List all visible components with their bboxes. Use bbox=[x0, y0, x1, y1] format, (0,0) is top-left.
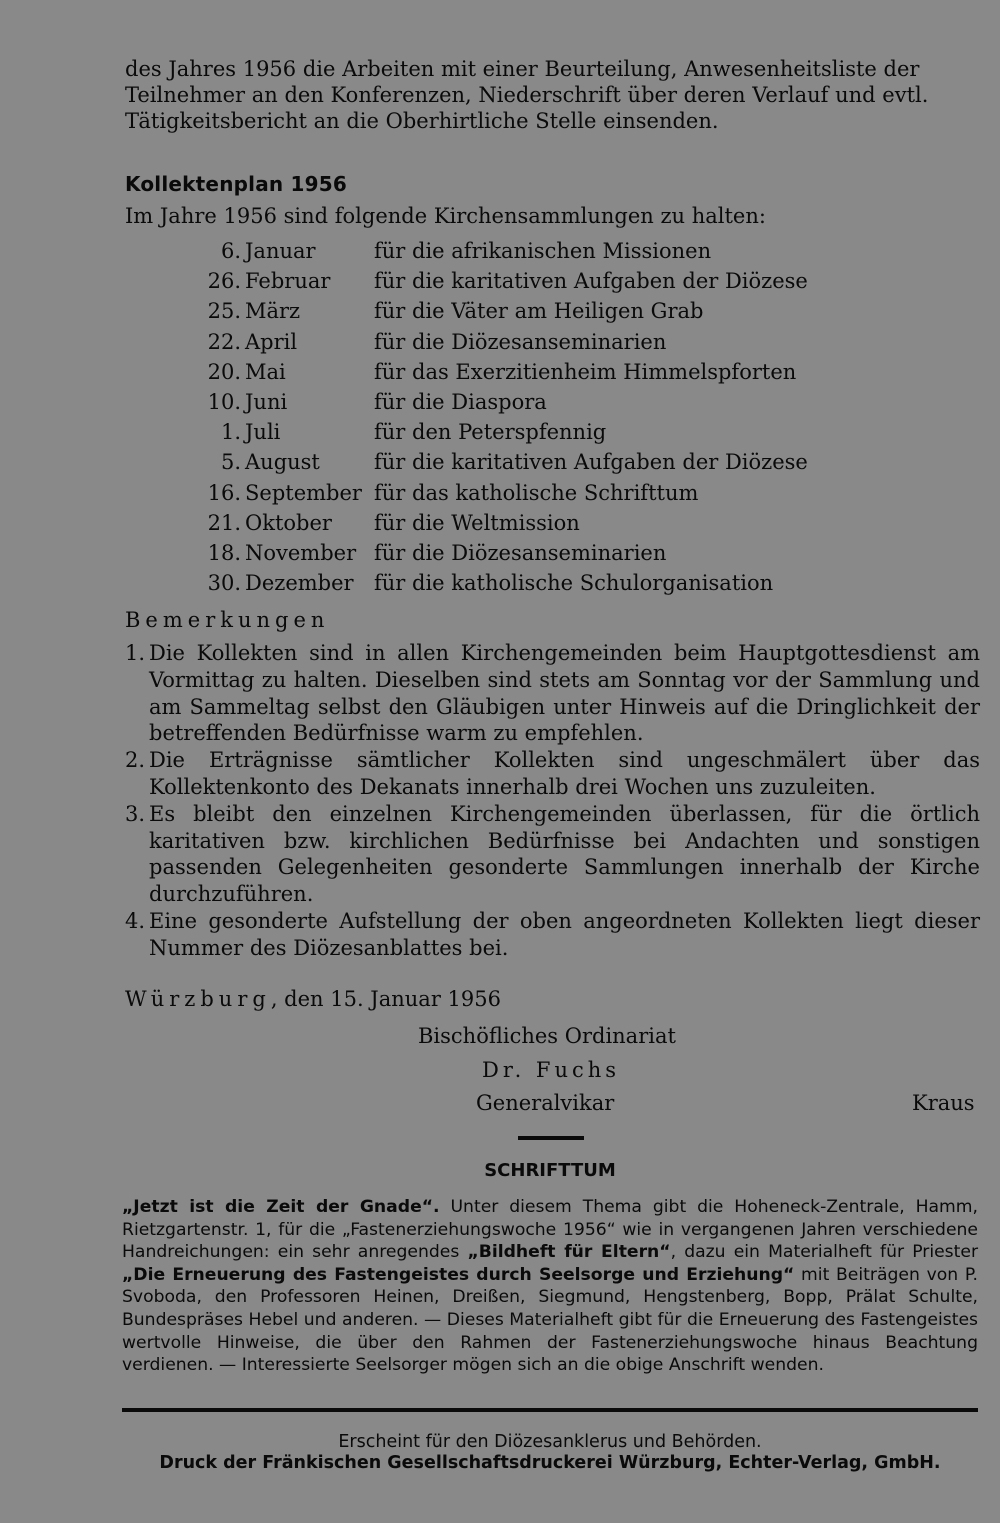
month: Januar bbox=[245, 239, 316, 264]
remark-number: 1. bbox=[125, 641, 146, 665]
place-date-line bbox=[125, 987, 980, 1011]
remark-number: 4. bbox=[125, 908, 146, 933]
remark-item bbox=[125, 801, 980, 908]
imprint-line: Druck der Fränkischen Gesellschaftsdruckerei Würzburg, Echter-Verlag, GmbH. bbox=[159, 1453, 941, 1473]
remark-item bbox=[125, 908, 980, 962]
purpose: für die karitativen Aufgaben der Diözese bbox=[374, 450, 808, 475]
month: November bbox=[245, 540, 357, 565]
publication-title: „Die Erneuerung des Fastengeistes durch Seelsorge und Erziehung“ bbox=[122, 1264, 795, 1285]
schedule-row bbox=[125, 568, 885, 598]
publication-title: „Jetzt ist die Zeit der Gnade“. bbox=[122, 1197, 440, 1217]
purpose: für die Diözesanseminarien bbox=[374, 540, 667, 565]
publication-title: „Bildheft für Eltern“ bbox=[467, 1242, 671, 1263]
schedule-row bbox=[125, 447, 885, 477]
office-name: Bischöfliches Ordinariat bbox=[418, 1024, 676, 1048]
remark-number: 2. bbox=[125, 748, 146, 773]
cosigner-name: Kraus bbox=[912, 1091, 975, 1115]
day: 10. bbox=[207, 390, 241, 415]
purpose: für die Väter am Heiligen Grab bbox=[374, 299, 704, 324]
month: Dezember bbox=[245, 571, 354, 596]
purpose: für die Diaspora bbox=[374, 390, 547, 415]
schedule-row bbox=[125, 236, 885, 266]
day: 20. bbox=[207, 359, 241, 384]
day: 16. bbox=[207, 480, 241, 505]
kollektenplan-heading: Kollektenplan 1956 bbox=[125, 172, 347, 196]
month: Februar bbox=[245, 269, 331, 294]
imprint bbox=[122, 1432, 978, 1474]
schrifttum-paragraph bbox=[122, 1196, 978, 1377]
purpose: für den Peterspfennig bbox=[374, 420, 607, 445]
schrifttum-text: Unter diesem Thema gibt die Hoheneck-Zentrale, Hamm, Rietzgartenstr. 1, für die „Fastenerziehungswoche 1956“ wie in vergangenen Jahren verschiedene Handreichungen: ein sehr anregendes bbox=[122, 1197, 978, 1263]
purpose: für die Diözesanseminarien bbox=[374, 329, 667, 354]
month: Juni bbox=[245, 390, 288, 415]
schedule-row bbox=[125, 327, 885, 357]
schedule-row bbox=[125, 266, 885, 296]
imprint-line: Erscheint für den Diözesanklerus und Behörden. bbox=[338, 1432, 762, 1452]
schedule-row bbox=[125, 508, 885, 538]
place-name: Würzburg bbox=[125, 987, 271, 1011]
schrifttum-text: mit Beiträgen von P. Svoboda, den Professoren Heinen, Dreißen, Siegmund, Hengstenberg, Bopp, Prälat Schulte, Bundespräses Hebel und anderen. — Dieses Materialheft gibt für die Erneuerung des Fastengeistes wertvolle Hinweise, die über den Rahmen der Fastenerziehungswoche hinaus Beachtung verdienen. — Interessierte Seelsorger mögen sich an die obige Anschrift wenden. bbox=[122, 1264, 979, 1376]
schedule-row bbox=[125, 296, 885, 326]
remark-text: Die Kollekten sind in allen Kirchengemeinden beim Hauptgottesdienst am Vormittag zu halten. Dieselben sind stets am Sonntag vor der Sammlung und am Sammeltag selbst den Gläubigen unter Hinweis auf die Dringlichkeit der betreffenden Bedürfnisse warm zu empfehlen. bbox=[149, 641, 980, 746]
day: 26. bbox=[207, 269, 241, 294]
purpose: für das katholische Schrifttum bbox=[374, 480, 699, 505]
day: 22. bbox=[207, 329, 241, 354]
day: 18. bbox=[207, 540, 241, 565]
schedule-row bbox=[125, 357, 885, 387]
section-divider bbox=[518, 1136, 584, 1140]
day: 1. bbox=[220, 420, 241, 445]
day: 21. bbox=[207, 510, 241, 535]
signatory-name: Dr. Fuchs bbox=[482, 1058, 621, 1082]
kollektenplan-lead: Im Jahre 1956 sind folgende Kirchensammlungen zu halten: bbox=[125, 204, 766, 228]
month: August bbox=[245, 450, 320, 475]
remarks-heading: Bemerkungen bbox=[125, 608, 330, 632]
day: 30. bbox=[207, 571, 241, 596]
issue-date: , den 15. Januar 1956 bbox=[270, 987, 501, 1011]
schedule-row bbox=[125, 478, 885, 508]
purpose: für die katholische Schulorganisation bbox=[374, 571, 774, 596]
day: 25. bbox=[207, 299, 241, 324]
purpose: für die afrikanischen Missionen bbox=[374, 239, 712, 264]
remark-number: 3. bbox=[125, 801, 146, 826]
month: September bbox=[245, 480, 362, 505]
remark-text: Eine gesonderte Aufstellung der oben angeordneten Kollekten liegt dieser Nummer des Diözesanblattes bei. bbox=[149, 908, 980, 960]
month: Mai bbox=[245, 359, 286, 384]
month: März bbox=[245, 299, 301, 324]
purpose: für die Weltmission bbox=[374, 510, 580, 535]
month: Juli bbox=[245, 420, 281, 445]
schedule-row bbox=[125, 538, 885, 568]
month: April bbox=[245, 329, 298, 354]
day: 6. bbox=[220, 239, 241, 264]
remark-text: Es bleibt den einzelnen Kirchengemeinden überlassen, für die örtlich karitativen bzw. kirchlichen Bedürfnisse bei Andachten und sonstigen passenden Gelegenheiten gesonderte Sammlungen innerhalb der Kirche durchzuführen. bbox=[149, 801, 980, 907]
remark-item bbox=[125, 640, 980, 747]
intro-paragraph bbox=[125, 56, 980, 134]
purpose: für das Exerzitienheim Himmelspforten bbox=[374, 359, 797, 384]
remarks-list bbox=[125, 640, 980, 962]
remark-item bbox=[125, 747, 980, 801]
month: Oktober bbox=[245, 510, 332, 535]
schedule-row bbox=[125, 387, 885, 417]
purpose: für die karitativen Aufgaben der Diözese bbox=[374, 269, 808, 294]
day: 5. bbox=[220, 450, 241, 475]
footer-rule bbox=[122, 1408, 978, 1412]
intro-line: Teilnehmer an den Konferenzen, Niederschrift über deren Verlauf und evtl. bbox=[125, 83, 929, 107]
schedule-row bbox=[125, 417, 885, 447]
intro-line: Tätigkeitsbericht an die Oberhirtliche Stelle einsenden. bbox=[125, 109, 719, 133]
intro-line: des Jahres 1956 die Arbeiten mit einer Beurteilung, Anwesenheitsliste der bbox=[125, 57, 920, 81]
schrifttum-heading: SCHRIFTTUM bbox=[484, 1160, 616, 1181]
remark-text: Die Erträgnisse sämtlicher Kollekten sind ungeschmälert über das Kollektenkonto des Dekanats innerhalb drei Wochen uns zuzuleiten. bbox=[149, 748, 980, 799]
schrifttum-text: , dazu ein Materialheft für Priester bbox=[670, 1242, 979, 1263]
signatory-title: Generalvikar bbox=[476, 1091, 615, 1115]
collection-schedule bbox=[125, 236, 885, 598]
